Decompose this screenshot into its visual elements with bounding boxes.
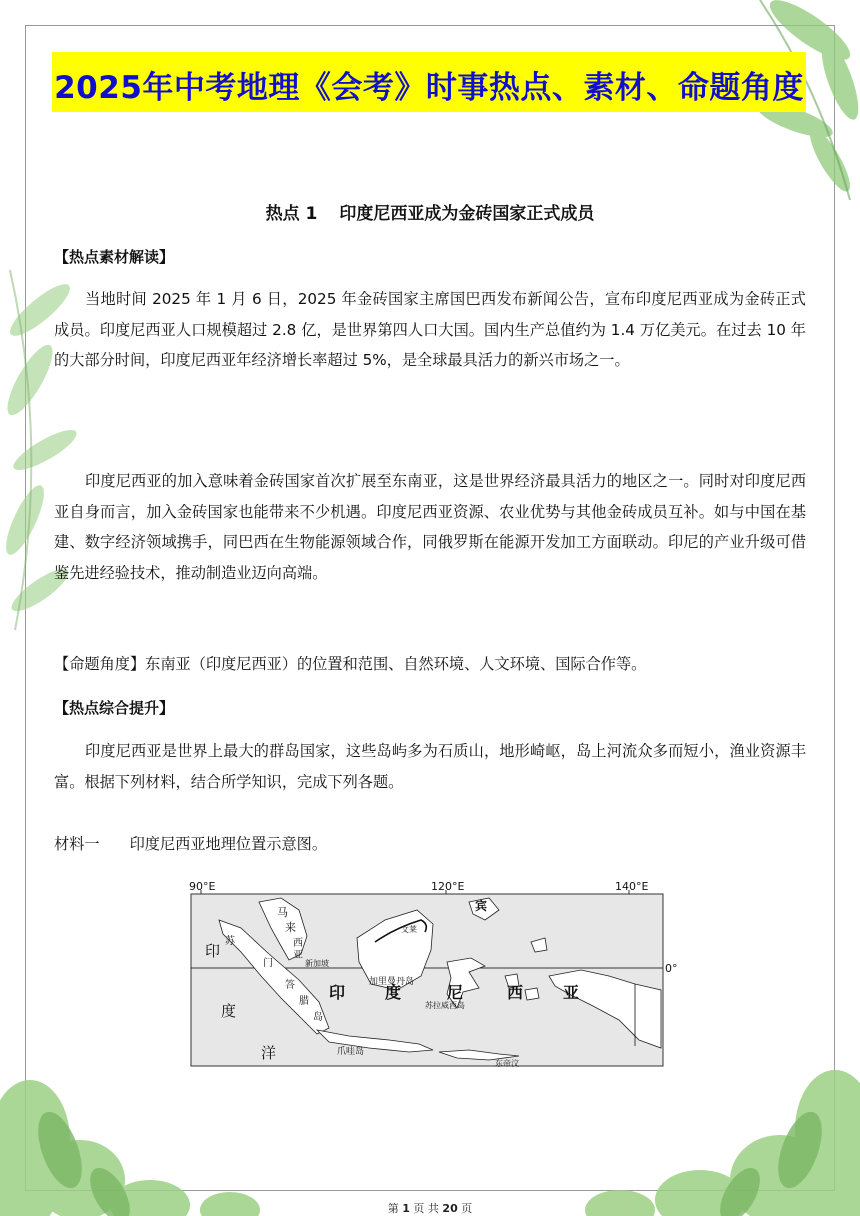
footer-page-number: 1: [402, 1202, 410, 1215]
footer-pre: 第: [387, 1202, 399, 1215]
maluku-shape-2: [525, 988, 539, 1000]
label-java: 爪哇岛: [337, 1047, 365, 1057]
section-improve-label: 【热点综合提升】: [54, 699, 175, 717]
hotspot-heading: [0, 199, 860, 224]
label-indonesia-1: 印: [329, 983, 346, 1002]
paragraph-2: 印度尼西亚的加入意味着金砖国家首次扩展至东南亚，这是世界经济最具活力的地区之一。同时对印度尼西亚自身而言，加入金砖国家也能带来不少机遇。印度尼西亚资源、农业优势与其他金砖成员互补。如与中国在基建、数字经济领域携手，同巴西在生物能源领域合作，同俄罗斯在能源开发加工方面联动。印尼的产业升级可借鉴先进经验技术，推动制造业迈向高端。: [54, 472, 806, 583]
label-sumatra-3: 答: [285, 980, 295, 991]
material-label: 材料一: [54, 835, 100, 853]
label-indonesia-5: 亚: [563, 983, 580, 1002]
lon-label-120: 120°E: [431, 880, 465, 893]
label-malaysia-1: 马: [277, 906, 288, 919]
footer-total-pages: 20: [442, 1202, 458, 1215]
label-singapore: 新加坡: [305, 959, 329, 968]
label-brunei: 文莱: [401, 925, 417, 934]
label-indonesia-4: 西: [507, 983, 524, 1002]
label-kalimantan: 加里曼丹岛: [369, 977, 415, 987]
title-banner: [52, 52, 806, 112]
page-footer: [0, 1200, 860, 1216]
indonesia-map: [189, 880, 678, 1070]
section-reading-label: 【热点素材解读】: [54, 248, 175, 266]
hotspot-number: 热点 1: [265, 204, 318, 224]
material-description: 印度尼西亚地理位置示意图。: [129, 835, 327, 853]
footer-mid: 页 共: [413, 1202, 439, 1215]
label-indian-ocean-1: 印: [205, 942, 221, 960]
label-indonesia-2: 度: [385, 983, 402, 1002]
label-malaysia-2: 来: [285, 921, 296, 934]
page-title: 2025年中考地理《会考》时事热点、素材、命题角度: [54, 70, 804, 106]
label-sulawesi: 苏拉威西岛: [425, 1001, 465, 1010]
label-indonesia-3: 尼: [447, 983, 464, 1002]
label-sumatra-4: 腊: [299, 996, 309, 1007]
label-sumatra-2: 门: [263, 958, 273, 969]
label-timor: 东帝汶: [495, 1059, 519, 1068]
map-svg: [189, 880, 678, 1070]
question-angle: 【命题角度】东南亚（印度尼西亚）的位置和范围、自然环境、人文环境、国际合作等。: [54, 655, 647, 673]
label-indian-ocean-3: 洋: [261, 1044, 277, 1062]
footer-post: 页: [461, 1202, 473, 1215]
hotspot-title: 印度尼西亚成为金砖国家正式成员: [339, 204, 595, 224]
paragraph-3: 印度尼西亚是世界上最大的群岛国家，这些岛屿多为石质山，地形崎岖，岛上河流众多而短小，渔业资源丰富。根据下列材料，结合所学知识，完成下列各题。: [54, 742, 806, 791]
label-sumatra-1: 苏: [225, 936, 235, 947]
label-philippines-cut: 宾: [475, 899, 488, 913]
lon-label-90: 90°E: [189, 880, 216, 893]
material-caption: [54, 833, 327, 854]
label-malaysia-4: 亚: [293, 950, 303, 961]
lat-label: 0°: [665, 962, 678, 975]
label-sumatra-5: 岛: [313, 1012, 323, 1023]
label-malaysia-3: 西: [293, 938, 303, 949]
lon-label-140: 140°E: [615, 880, 649, 893]
label-indian-ocean-2: 度: [221, 1002, 237, 1020]
paragraph-1: 当地时间 2025 年 1 月 6 日，2025 年金砖国家主席国巴西发布新闻公告，宣布印度尼西亚成为金砖正式成员。印度尼西亚人口规模超过 2.8 亿，是世界第四人口大国。国内生产总值约为 1.4 万亿美元。在过去 10 年的大部分时间，印度尼西亚年经济增长率超过 5%，是全球最具活力的新兴市场之一。: [54, 290, 806, 370]
